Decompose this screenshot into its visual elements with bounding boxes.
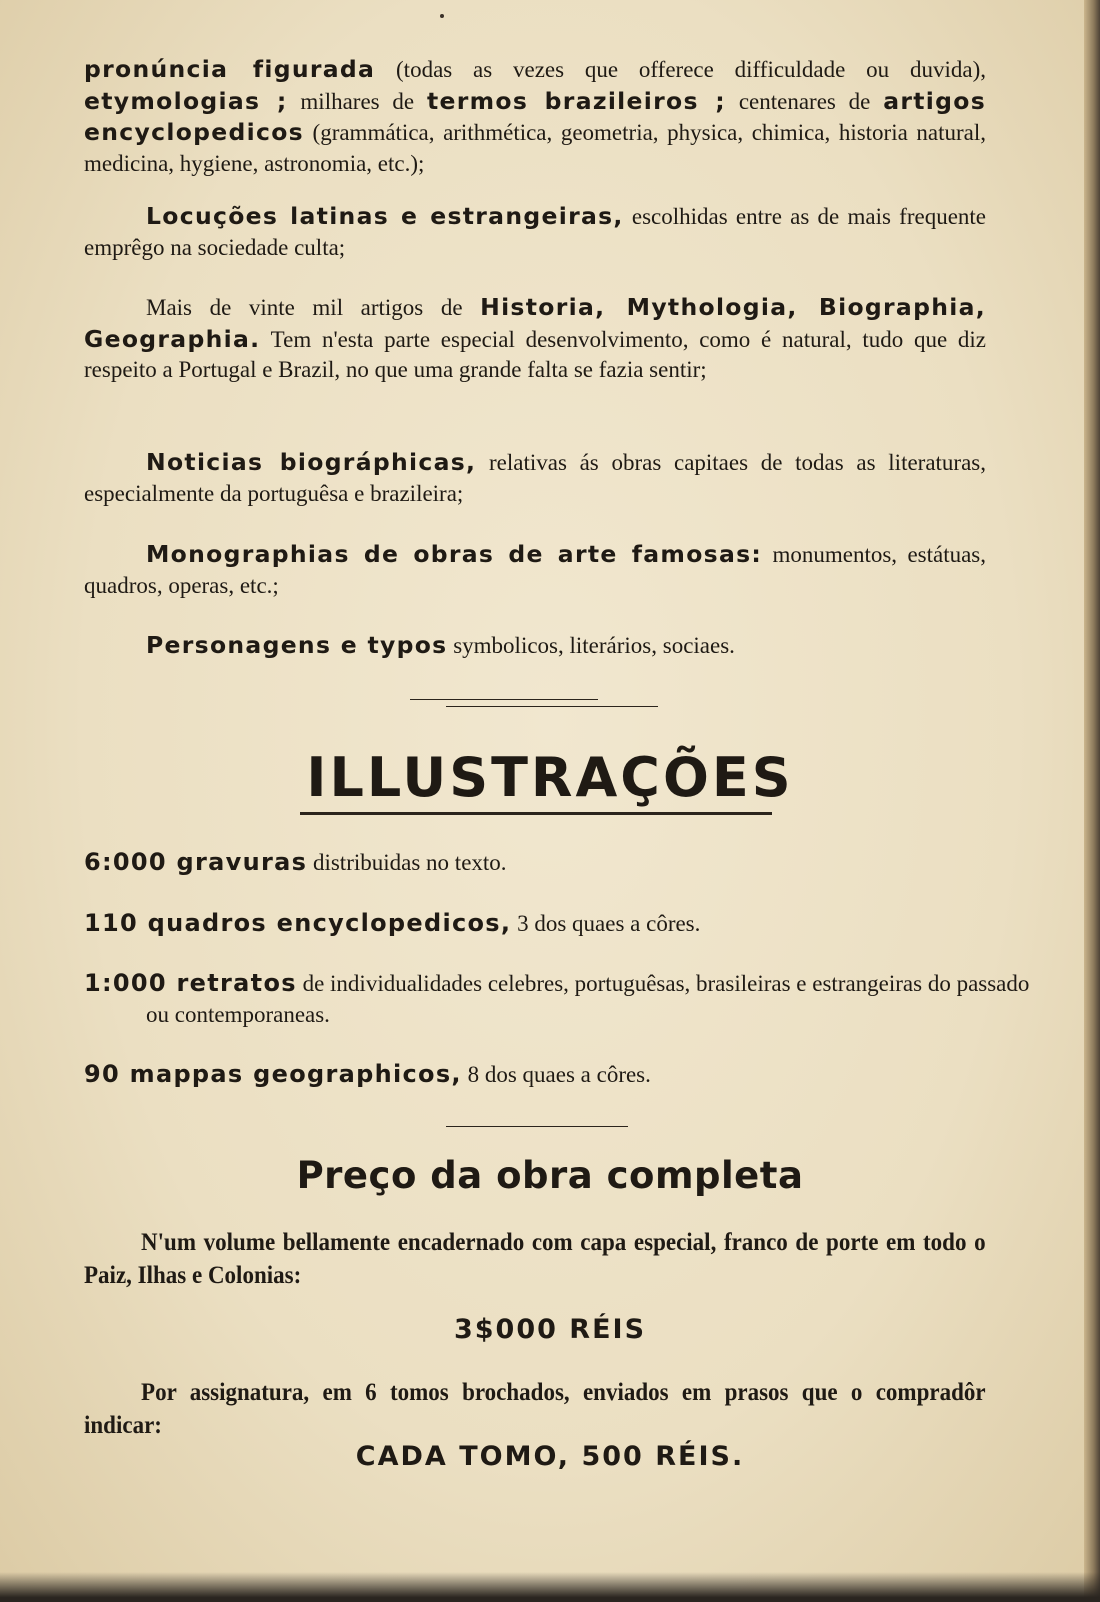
illustration-item — [84, 908, 1048, 940]
bold-term: artigos encyclopedicos — [84, 86, 986, 146]
body-text: monumentos, estátuas, quadros, operas, etc.; — [84, 542, 986, 598]
bold-term: Historia, Mythologia, Biographia, Geographia. — [84, 293, 986, 353]
separator-rule — [446, 706, 658, 707]
feature-paragraph — [84, 447, 986, 509]
price-heading: Preço da obra completa — [296, 1154, 804, 1197]
feature-paragraph — [84, 292, 986, 386]
volume-offer-text: N'um volume bellamente encadernado com capa especial, franco de porte em todo o Paiz, Ilhas e Colonias: — [84, 1229, 986, 1289]
body-text: milhares de — [287, 88, 427, 114]
body-text: escolhidas entre as de mais frequente emprêgo na sociedade culta; — [84, 204, 987, 260]
illustration-count: 1:000 retratos — [84, 969, 297, 997]
illustration-desc: 8 dos quaes a côres. — [461, 1062, 651, 1087]
bold-term: Monographias de obras de arte famosas: — [146, 540, 763, 568]
volume-price: 3$000 RÉIS — [453, 1314, 647, 1345]
feature-paragraph — [84, 54, 986, 179]
illustration-count: 110 quadros encyclopedicos, — [84, 909, 512, 937]
feature-paragraph — [84, 539, 986, 601]
separator-rule — [410, 699, 598, 700]
page-bottom-shadow — [0, 1572, 1100, 1602]
body-text: Tem n'esta parte especial desenvolvimento, como é natural, tudo que diz respeito a Portugal e Brazil, no que uma grande falta se fazia sentir; — [84, 326, 986, 382]
body-text: relativas ás obras capitaes de todas as literaturas, especialmente da portuguêsa e brazileira; — [84, 450, 986, 506]
body-text: symbolicos, literários, sociaes. — [447, 633, 735, 658]
separator-rule — [446, 1126, 628, 1127]
bold-term: Locuções latinas e estrangeiras, — [146, 202, 624, 230]
body-text: Mais de vinte mil artigos de — [146, 295, 481, 320]
illustration-desc: distribuidas no texto. — [307, 850, 507, 875]
bold-term: Personagens e typos — [146, 631, 448, 659]
illustration-count: 6:000 gravuras — [84, 848, 308, 876]
illustration-count: 90 mappas geographicos, — [84, 1060, 462, 1088]
bold-term: Noticias biográphicas, — [146, 448, 477, 476]
body-text: (grammática, arithmética, geometria, physica, chimica, historia natural, medicina, hygiene, astronomia, etc.); — [84, 120, 986, 176]
body-text: centenares de — [726, 88, 884, 114]
illustration-item — [84, 847, 1048, 879]
feature-paragraph — [84, 201, 986, 263]
bold-term: etymologias ; — [84, 86, 288, 115]
feature-paragraph — [84, 630, 986, 662]
bold-term: pronúncia figurada — [84, 55, 376, 83]
illustrations-heading: ILLUSTRAÇÕES — [306, 746, 794, 809]
print-mark — [440, 14, 444, 18]
illustration-desc: de individualidades celebres, portuguêsas, brasileiras e estrangeiras do passado ou contemporaneas. — [146, 971, 1030, 1027]
subscription-offer-text: Por assignatura, em 6 tomos brochados, enviados em prasos que o compradôr indicar: — [84, 1379, 986, 1439]
body-text: (todas as vezes que offerece difficuldade ou duvida), — [375, 57, 986, 82]
illustration-desc: 3 dos quaes a côres. — [511, 911, 701, 936]
heading-underline — [300, 812, 772, 815]
bold-term: termos brazileiros ; — [426, 86, 726, 115]
illustration-item — [84, 1059, 1048, 1091]
illustration-item — [84, 968, 1048, 1030]
subscription-price: CADA TOMO, 500 RÉIS. — [355, 1441, 745, 1472]
